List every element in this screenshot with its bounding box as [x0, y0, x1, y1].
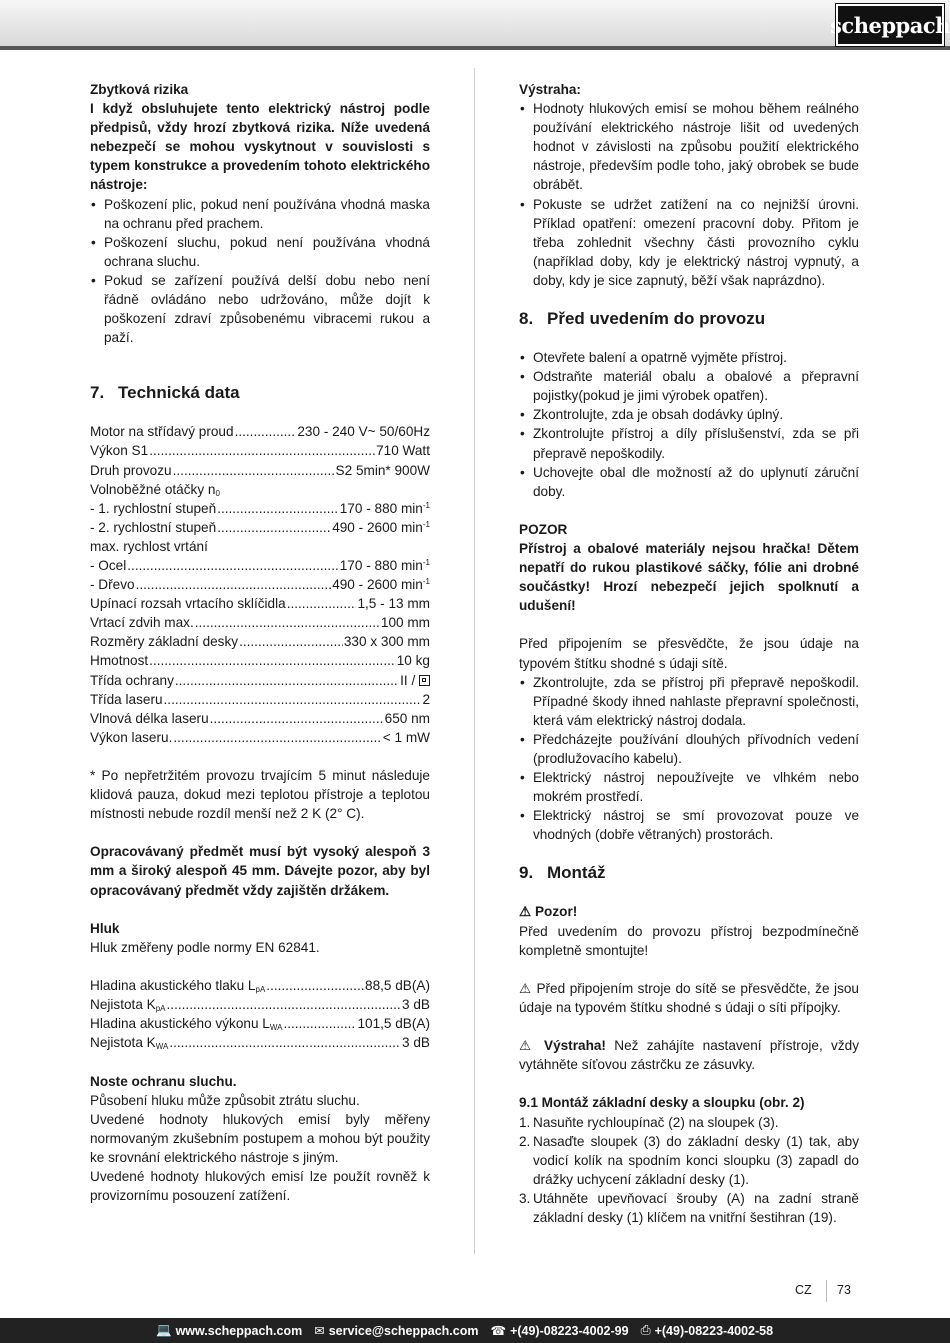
spec-row-chuck: [90, 594, 430, 613]
residual-risks-intro: I když obsluhujete tento elektrický nástroj podle předpisů, vždy hrozí zbytková rizika. Níže uvedená nebezpečí se mohou vyskytnout v souvislosti s typem konstrukce a provedením tohoto elektrického nástroje:: [90, 101, 430, 193]
footer-fax[interactable]: [641, 1323, 774, 1338]
attention-text: Před uvedením do provozu přístroj bezpodmínečně kompletně smontujte!: [519, 923, 859, 958]
warning-triangle-icon: ⚠: [519, 904, 535, 920]
spec-label: Hladina akustického tlaku L: [90, 978, 256, 994]
noise-row-lwa: [90, 1014, 430, 1033]
spec-row-speed2: [90, 518, 430, 537]
step-number: 3.: [519, 1190, 531, 1206]
spec-row-wood: [90, 575, 430, 594]
noise-table: [90, 976, 430, 1052]
spec-value: S2 5min* 900W: [335, 462, 430, 478]
assembly-steps: [519, 1113, 859, 1228]
warning-list: [519, 99, 859, 290]
noise-row-kpa: [90, 995, 430, 1014]
section-title: Technická data: [118, 383, 240, 403]
step-number: 2.: [519, 1133, 531, 1149]
list-item: [519, 1132, 859, 1189]
footer-phone-text: +(49)-08223-4002-99: [510, 1323, 629, 1338]
list-item: • Uchovejte obal dle možností až do uplynutí záruční doby.: [519, 463, 859, 501]
spec-label: Hladina akustického výkonu L: [90, 1016, 270, 1032]
list-item: • Hodnoty hlukových emisí se mohou během reálného používání elektrického nástroje lišit od uvedených hodnot v závislosti na způsobu použití elektrického nástroje, především podle toho, jaký obrobek se bude obrábět.: [519, 99, 859, 194]
spec-row-steel: [90, 556, 430, 575]
warning-triangle-icon: ⚠: [519, 980, 537, 996]
footer-bar: [0, 1318, 950, 1343]
vystraha-body: Než zahájíte nastavení přístroje, vždy vytáhněte síťovou zástrčku ze zásuvky.: [519, 1038, 859, 1073]
spec-value: II /: [400, 672, 419, 688]
language-code: CZ: [795, 1283, 812, 1297]
list-item: • Elektrický nástroj nepoužívejte ve vlhkém nebo mokrém prostředí.: [519, 768, 859, 806]
superscript: -1: [422, 577, 430, 587]
spec-value: 88,5 dB(A): [365, 978, 430, 994]
list-item: • Poškození plic, pokud není používána vhodná maska na ochranu před prachem.: [90, 195, 430, 233]
subscript: WA: [155, 1042, 169, 1052]
spec-value: 170 - 880 min: [339, 557, 423, 573]
header-bar: [0, 0, 950, 50]
spec-label: Třída ochrany: [90, 672, 174, 688]
hearing-text-1: Působení hluku může způsobit ztrátu sluchu.: [90, 1092, 360, 1108]
superscript: -1: [422, 557, 430, 567]
hearing-title: Noste ochranu sluchu.: [90, 1073, 237, 1089]
list-item: • Otevřete balení a opatrně vyjměte přístroj.: [519, 348, 859, 367]
residual-risks-title: Zbytková rizika: [90, 82, 189, 97]
list-item: • Předcházejte používání dlouhých přívodních vedení (prodlužovacího kabelu).: [519, 730, 859, 768]
footer-web-text: www.scheppach.com: [175, 1323, 303, 1338]
section-number: 7.: [90, 383, 105, 403]
spec-table: [90, 422, 430, 747]
list-item: • Pokud se zařízení používá delší dobu nebo není řádně ovládáno nebo udržováno, může dojít k poškození zdraví způsobenému vibracemi rukou a paží.: [90, 271, 430, 347]
spec-value: 10 kg: [396, 653, 430, 669]
list-item: • Elektrický nástroj se smí provozovat pouze ve vhodných (dobře větraných) prostorách.: [519, 806, 859, 844]
spec-row-motor: [90, 422, 430, 441]
spec-label: Motor na střídavý proud: [90, 424, 234, 440]
superscript: -1: [422, 519, 430, 529]
pozor-title: POZOR: [519, 521, 568, 537]
spec-row-maxdrill: max. rychlost vrtání: [90, 538, 208, 554]
phone-icon: ☎: [490, 1324, 507, 1338]
spec-label: - 2. rychlostní stupeň: [90, 519, 217, 535]
vystraha-text: [519, 1036, 859, 1074]
spec-value: 490 - 2600 min: [332, 577, 423, 593]
spec-label: Rozměry základní desky: [90, 634, 239, 650]
section-title: Před uvedením do provozu: [547, 309, 766, 329]
pozor-text: Přístroj a obalové materiály nejsou hračka! Dětem nepatří do rukou plastikové sáčky, fólie ani drobné součástky! Hrozí nebezpečí jejich spolknutí a udušení!: [519, 540, 859, 614]
footer-email[interactable]: [314, 1323, 478, 1338]
spec-label: Vrtací zdvih max.: [90, 615, 194, 631]
spec-row-speed1: [90, 499, 430, 518]
noise-row-lpa: [90, 976, 430, 995]
spec-label: Volnoběžné otáčky n: [90, 481, 216, 497]
mains-text: Před připojením se přesvědčte, že jsou údaje na typovém štítku shodné s údaji sítě.: [519, 636, 859, 671]
list-item: • Poškození sluchu, pokud není používána vhodná ochrana sluchu.: [90, 233, 430, 271]
spec-row-stroke: [90, 613, 430, 632]
list-item: • Zkontrolujte přístroj a díly příslušenství, zda se při přepravě nepoškodily.: [519, 424, 859, 462]
spec-label: - Dřevo: [90, 577, 135, 593]
spec-value: 3 dB: [402, 1035, 430, 1051]
list-item: [519, 1189, 859, 1227]
spec-label: Vlnová délka laseru: [90, 710, 209, 726]
noise-row-kwa: [90, 1033, 430, 1052]
subscript: pA: [155, 1004, 166, 1014]
spec-value: 3 dB: [402, 997, 430, 1013]
step-text: Utáhněte upevňovací šrouby (A) na zadní straně základní desky (1) klíčem na vnitřní šestihran (19).: [533, 1190, 859, 1225]
startup-list: [519, 348, 859, 501]
spec-label: Nejistota K: [90, 1035, 156, 1051]
superscript: -1: [422, 500, 430, 510]
step-text: Nasuňte rychloupínač (2) na sloupek (3).: [533, 1114, 779, 1130]
list-item: • Pokuste se udržet zatížení na co nejnižší úrovni. Příklad opatření: omezení pracovní doby. Přitom je třeba zohlednit všechny části provozního cyklu (například doby, kdy je elektrický nástroj vypnutý, a doby, kdy je sice zapnutý, běží však naprázdno).: [519, 195, 859, 290]
footer-phone[interactable]: [490, 1323, 628, 1338]
footer-fax-text: +(49)-08223-4002-58: [654, 1323, 774, 1338]
spec-value: 170 - 880 min: [339, 500, 423, 516]
brand-logo: scheppach: [836, 4, 944, 46]
page-number-separator: [826, 1280, 827, 1302]
fax-icon: ⎙: [640, 1323, 651, 1337]
subscript: 0: [215, 488, 220, 498]
spec-label: Výkon S1: [90, 443, 149, 459]
spec-row-laserclass: [90, 690, 430, 709]
spec-row-wavelength: [90, 709, 430, 728]
spec-label: - 1. rychlostní stupeň: [90, 500, 217, 516]
noise-title: Hluk: [90, 920, 120, 936]
section-9-heading: [519, 863, 859, 883]
spec-row-base: [90, 632, 430, 651]
spec-row-weight: [90, 651, 430, 670]
footnote: * Po nepřetržitém provozu trvajícím 5 minut následuje klidová pauza, dokud mezi teplotou přístroje a teplotou místnosti nebude rozdíl menší než 2 K (2° C).: [90, 768, 430, 822]
spec-value: 2: [422, 691, 430, 707]
workpiece-note: Opracovávaný předmět musí být vysoký alespoň 3 mm a široký alespoň 45 mm. Dávejte pozor, aby byl opracovávaný předmět vždy zajištěn držákem.: [90, 844, 430, 898]
spec-label: Hmotnost: [90, 653, 149, 669]
spec-row-laserpower: [90, 728, 430, 747]
attention-heading: [519, 902, 859, 921]
warning-title: Výstraha:: [519, 82, 581, 97]
section-7-heading: [90, 383, 430, 403]
spec-value: 710 Watt: [376, 443, 430, 459]
warning-triangle-icon: ⚠: [519, 1038, 544, 1054]
column-divider: [474, 68, 475, 1254]
list-item: • Odstraňte materiál obalu a obalové a přepravní pojistky(pokud je jimi výrobek opatřen).: [519, 367, 859, 405]
spec-value: 100 mm: [380, 615, 430, 631]
section-number: 9.: [519, 863, 534, 883]
spec-value: 490 - 2600 min: [332, 519, 423, 535]
spec-value: 230 - 240 V~ 50/60Hz: [297, 424, 430, 440]
spec-value: 1,5 - 13 mm: [357, 596, 430, 612]
connect-text-body: Před připojením stroje do sítě se přesvědčte, že jsou údaje na typovém štítku shodné s údaji o síti přípojky.: [519, 980, 859, 1015]
residual-risks-list: [90, 195, 430, 348]
spec-value: 650 nm: [384, 710, 430, 726]
spec-value: 101,5 dB(A): [357, 1016, 430, 1032]
step-text: Nasaďte sloupek (3) do základní desky (1) tak, aby vodicí kolík na spodním konci sloupku (3) zapadl do drážky uchycení základní desky (1).: [533, 1133, 859, 1187]
spec-value: < 1 mW: [382, 729, 430, 745]
spec-row-power: [90, 441, 430, 460]
step-number: 1.: [519, 1114, 531, 1130]
section-8-heading: [519, 309, 859, 329]
page-number: 73: [837, 1283, 851, 1297]
hearing-text-2: Uvedené hodnoty hlukových emisí byly měřeny normovaným zkušebním postupem a mohou být použity ke srovnání elektrického nástroje s jiným.: [90, 1111, 430, 1165]
subscript: WA: [269, 1023, 283, 1033]
section-title: Montáž: [547, 863, 606, 883]
spec-label: Upínací rozsah vrtacího sklíčidla: [90, 596, 286, 612]
spec-row-idle: [90, 480, 430, 499]
protection-class-ii-icon: [419, 675, 430, 686]
section-number: 8.: [519, 309, 534, 329]
spec-label: Druh provozu: [90, 462, 172, 478]
spec-label: Třída laseru: [90, 691, 163, 707]
spec-label: Výkon laseru.: [90, 729, 173, 745]
vystraha-label: Výstraha!: [544, 1038, 606, 1054]
section-9-1-title: 9.1 Montáž základní desky a sloupku (obr. 2): [519, 1095, 805, 1111]
spec-value: 330 x 300 mm: [343, 634, 430, 650]
spec-row-mode: [90, 461, 430, 480]
computer-icon: 💻: [156, 1323, 172, 1337]
list-item: • Zkontrolujte, zda se přístroj při přepravě nepoškodil. Případné škody ihned nahlaste přepravní společnosti, která vám elektrický nástroj dodala.: [519, 673, 859, 730]
hearing-text-3: Uvedené hodnoty hlukových emisí lze použít rovněž k provizornímu posouzení zatížení.: [90, 1168, 430, 1204]
spec-row-protection: [90, 671, 430, 690]
spec-label: Nejistota K: [90, 997, 156, 1013]
footer-email-text: service@scheppach.com: [328, 1323, 479, 1338]
list-item: [519, 1113, 859, 1132]
subscript: pA: [255, 985, 266, 995]
email-icon: ✉: [314, 1324, 325, 1338]
connect-text: [519, 979, 859, 1017]
right-column: [519, 80, 859, 1227]
attention-label: Pozor!: [534, 904, 578, 920]
noise-text: Hluk změřeny podle normy EN 62841.: [90, 939, 320, 955]
footer-web[interactable]: [156, 1323, 302, 1338]
spec-label: - Ocel: [90, 557, 127, 573]
mains-list: [519, 673, 859, 845]
list-item: • Zkontrolujte, zda je obsah dodávky úplný.: [519, 405, 859, 424]
left-column: [90, 80, 430, 1205]
